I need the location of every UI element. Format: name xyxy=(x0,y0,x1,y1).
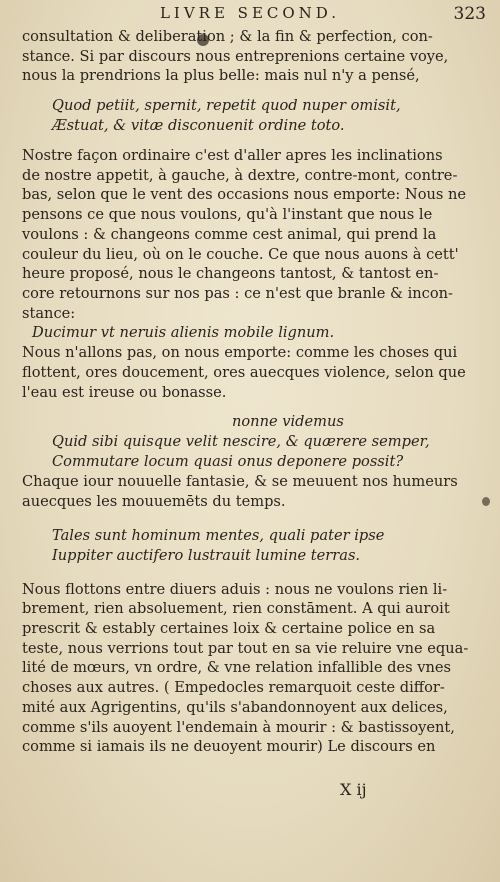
text-line: voulons : & changeons comme cest animal, qui prend la xyxy=(22,225,437,243)
paragraph-5 xyxy=(22,580,482,757)
text-block xyxy=(22,27,482,757)
running-head: LIVRE SECOND. xyxy=(159,4,341,22)
paragraph-4 xyxy=(22,472,482,511)
verse-line: Commutare locum quasi onus deponere possit? xyxy=(52,453,404,471)
verse-quote-2: Ducimur vt neruis alienis mobile lignum. xyxy=(32,324,335,342)
verse-line: Tales sunt hominum mentes, quali pater ipse xyxy=(52,526,385,544)
text-line: l'eau est ireuse ou bonasse. xyxy=(22,383,227,401)
text-line: comme si iamais ils ne deuoyent mourir) Le discours en xyxy=(22,738,436,756)
paragraph-1 xyxy=(22,27,482,86)
text-line: consultation & deliberation ; & la fin & perfection, con- xyxy=(22,28,433,45)
verse-line: Quod petiit, spernit, repetit quod nuper omisit, xyxy=(52,97,401,115)
signature-mark: X ij xyxy=(340,780,367,799)
page-header xyxy=(0,4,500,26)
text-line: couleur du lieu, où on le couche. Ce que nous auons à cett' xyxy=(22,245,459,263)
text-line: teste, nous verrions tout par tout en sa vie reluire vne equa- xyxy=(22,639,469,657)
paragraph-2 xyxy=(22,146,482,323)
text-line: brement, rien absoluement, rien constāment. A qui auroit xyxy=(22,600,450,618)
verse-quote-4 xyxy=(22,526,482,566)
text-line: Nostre façon ordinaire c'est d'aller apres les inclinations xyxy=(22,147,443,165)
verse-line: Æstuat, & vitæ disconuenit ordine toto. xyxy=(52,117,345,135)
text-line: choses aux autres. ( Empedocles remarquoit ceste diffor- xyxy=(22,679,445,697)
verse-line: Quid sibi quisque velit nescire, & quærere semper, xyxy=(52,433,430,451)
text-line: mité aux Agrigentins, qu'ils s'abandonnoyent aux delices, xyxy=(22,698,448,716)
page-number: 323 xyxy=(453,4,486,24)
text-line: stance: xyxy=(22,304,76,322)
text-line: prescrit & estably certaines loix & certaine police en sa xyxy=(22,620,436,638)
text-line: pensons ce que nous voulons, qu'à l'instant que nous le xyxy=(22,206,433,224)
paragraph-3 xyxy=(22,343,482,402)
verse-quote-3 xyxy=(22,412,482,472)
text-line: de nostre appetit, à gauche, à dextre, contre-mont, contre- xyxy=(22,166,458,184)
verse-quote-1 xyxy=(22,96,482,136)
text-line: heure proposé, nous le changeons tantost, & tantost en- xyxy=(22,265,439,283)
paper-hole xyxy=(482,497,490,506)
text-line: Chaque iour nouuelle fantasie, & se meuuent nos humeurs xyxy=(22,473,458,491)
text-line: auecques les mouuemēts du temps. xyxy=(22,493,286,510)
text-line: flottent, ores doucement, ores auecques violence, selon que xyxy=(22,363,466,381)
text-line: lité de mœurs, vn ordre, & vne relation infallible des vnes xyxy=(22,659,451,677)
text-line: comme s'ils auoyent l'endemain à mourir : & bastissoyent, xyxy=(22,718,455,736)
text-line: bas, selon que le vent des occasions nous emporte: Nous ne xyxy=(22,186,467,204)
text-line: nous la prendrions la plus belle: mais nul n'y a pensé, xyxy=(22,67,420,85)
text-line: core retournons sur nos pas : ce n'est que branle & incon- xyxy=(22,284,453,302)
text-line: stance. Si par discours nous entreprenions certaine voye, xyxy=(22,47,449,65)
text-line: Nous flottons entre diuers aduis : nous ne voulons rien li- xyxy=(22,580,448,598)
verse-line: nonne videmus xyxy=(232,413,344,431)
text-line: Nous n'allons pas, on nous emporte: comme les choses qui xyxy=(22,344,458,362)
verse-line: Iuppiter auctifero lustrauit lumine terras. xyxy=(52,546,361,564)
